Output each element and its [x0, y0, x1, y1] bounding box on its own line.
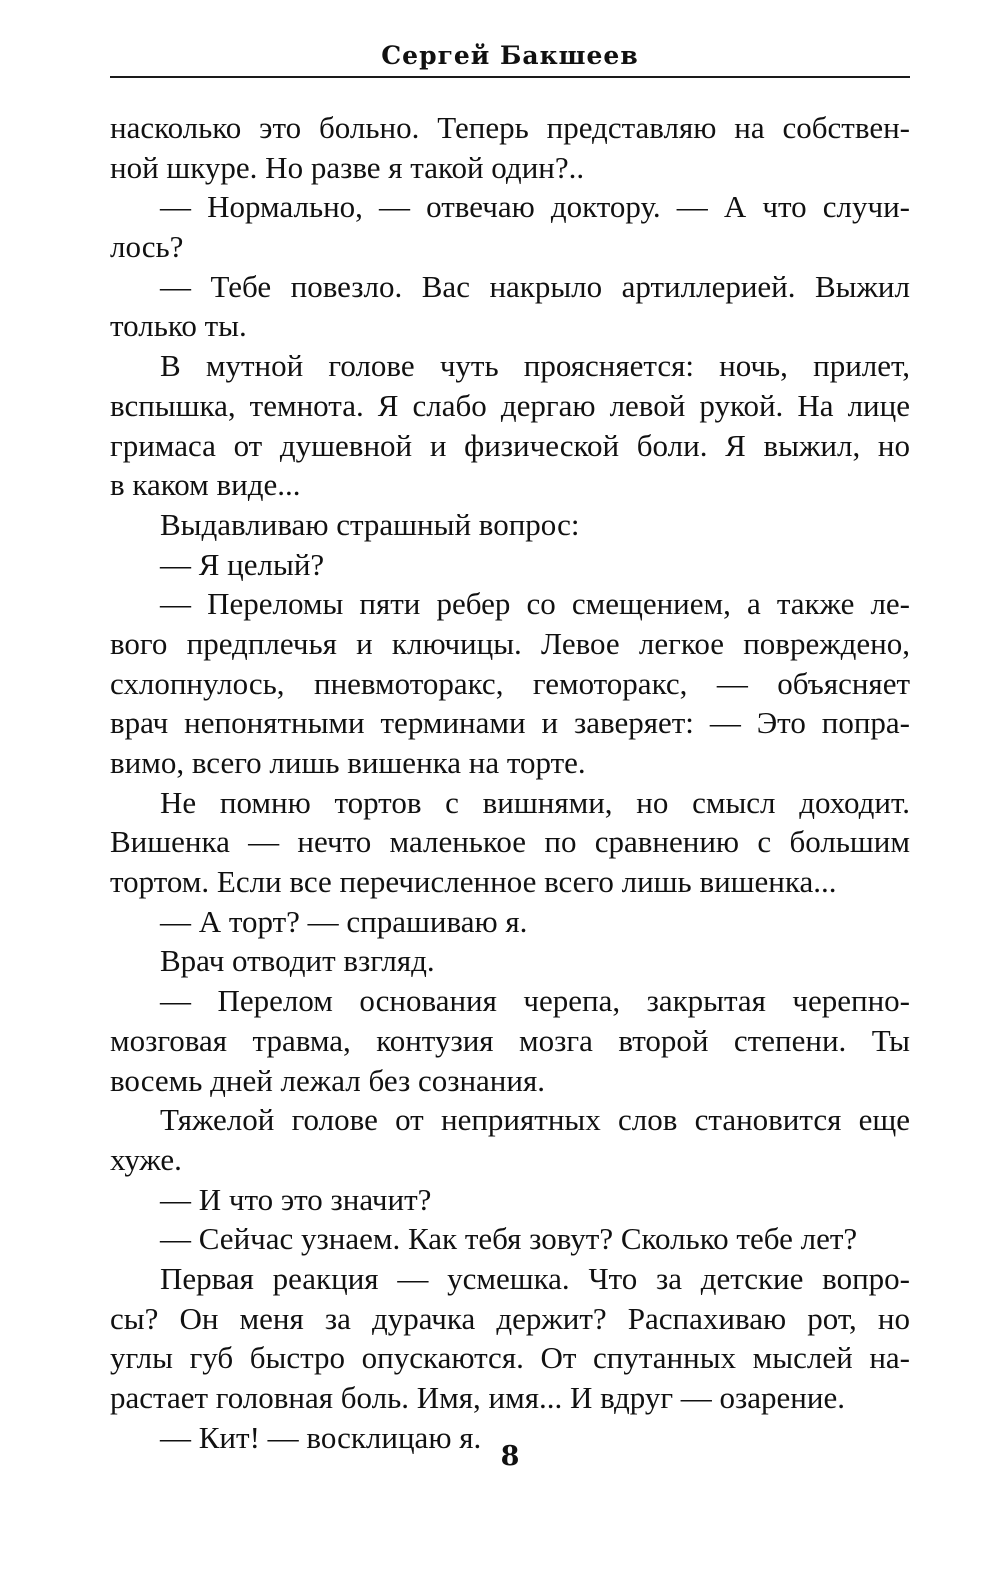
text-line: лось? [110, 229, 184, 265]
text-line: сы? Он меня за дурачка держит? Распахиваю рот, но [110, 1300, 910, 1336]
text-line: только ты. [110, 308, 247, 344]
text-line: растает головная боль. Имя, имя... И вдруг — озарение. [110, 1380, 845, 1415]
text-line: — А торт? — спрашиваю я. [160, 903, 528, 939]
text-line: — Кит! — восклицаю я. [160, 1419, 482, 1455]
text-line: гримаса от душевной и физической боли. Я выжил, но [110, 427, 910, 463]
text-line: хуже. [110, 1141, 182, 1177]
text-line: Врач отводит взгляд. [160, 943, 435, 979]
text-line: вого предплечья и ключицы. Левое легкое повреждено, [110, 625, 910, 661]
text-line: в каком виде... [110, 467, 301, 503]
body-text [110, 108, 910, 1457]
text-line: — Я целый? [160, 546, 325, 582]
text-line: насколько это больно. Теперь представляю на собствен- [110, 110, 910, 145]
text-line: вимо, всего лишь вишенка на торте. [110, 745, 586, 780]
text-line: Тяжелой голове от неприятных слов становится еще [160, 1102, 910, 1138]
text-line: В мутной голове чуть проясняется: ночь, прилет, [160, 348, 910, 384]
text-line: — Перелом основания черепа, закрытая черепно- [160, 983, 910, 1019]
text-line: Выдавливаю страшный вопрос: [160, 506, 580, 542]
text-line: Вишенка — нечто маленькое по сравнению с большим [110, 824, 910, 860]
running-head-author: Сергей Бакшеев [381, 41, 639, 70]
text-line: схлопнулось, пневмоторакс, гемоторакс, — объясняет [110, 665, 910, 701]
text-line: вспышка, темнота. Я слабо дергаю левой рукой. На лице [110, 387, 910, 423]
text-line: — Тебе повезло. Вас накрыло артиллерией. Выжил [160, 268, 910, 304]
text-line: врач непонятными терминами и заверяет: — Это попра- [110, 705, 910, 741]
text-line: — Сейчас узнаем. Как тебя зовут? Сколько тебе лет? [160, 1221, 858, 1257]
header-rule [110, 76, 910, 78]
text-line: — И что это значит? [160, 1181, 432, 1217]
text-line: ной шкуре. Но разве я такой один?.. [110, 149, 585, 185]
text-line: тортом. Если все перечисленное всего лишь вишенка... [110, 864, 837, 900]
text-line: углы губ быстро опускаются. От спутанных мыслей на- [110, 1340, 910, 1376]
text-line: Не помню тортов с вишнями, но смысл доходит. [160, 784, 910, 820]
text-line: восемь дней лежал без сознания. [110, 1062, 545, 1098]
text-line: мозговая травма, контузия мозга второй степени. Ты [110, 1022, 910, 1058]
text-line: — Переломы пяти ребер со смещением, а также ле- [160, 586, 910, 622]
text-line: Первая реакция — усмешка. Что за детские вопро- [160, 1260, 910, 1296]
text-line: — Нормально, — отвечаю доктору. — А что случи- [160, 189, 910, 225]
page-number: 8 [500, 1441, 520, 1472]
